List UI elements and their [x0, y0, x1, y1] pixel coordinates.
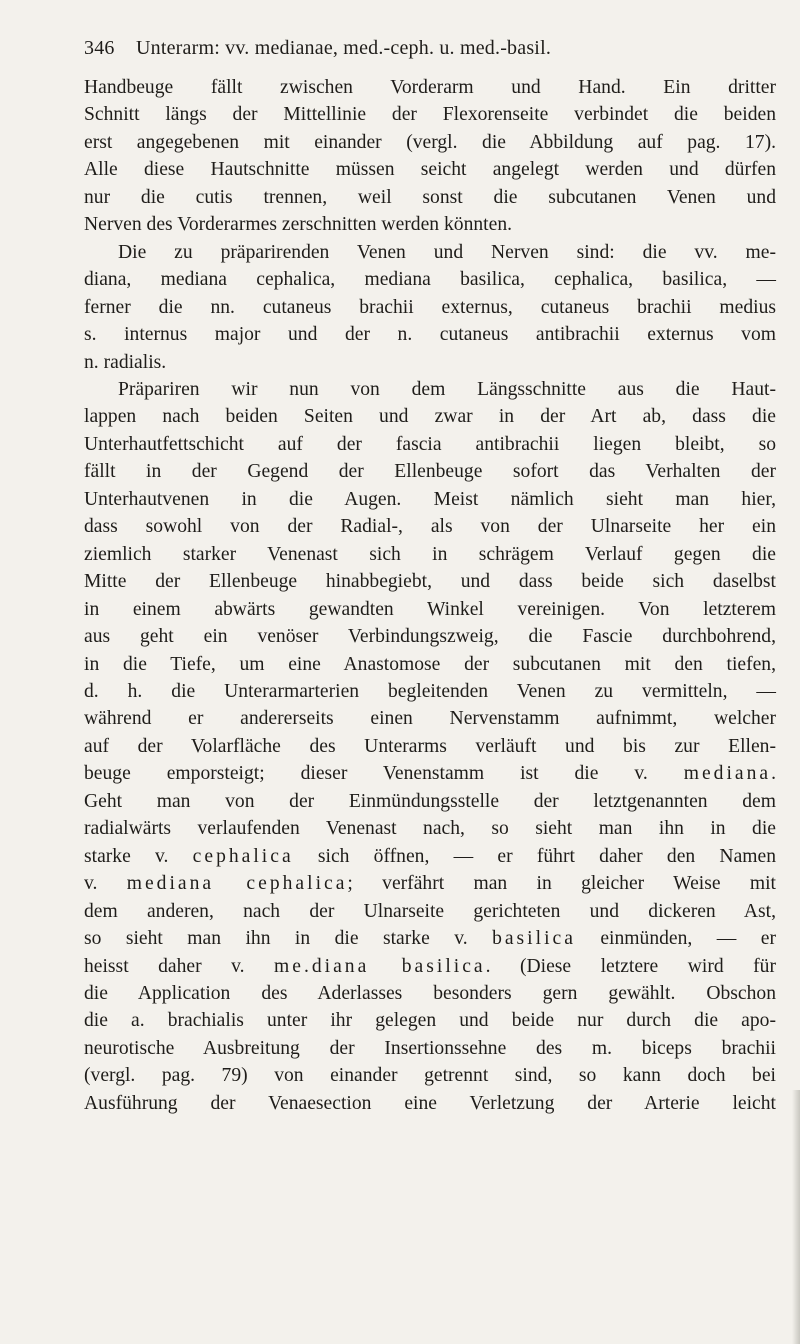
text-line: dass sowohl von der Radial-, als von der Ulnarseite her ein — [84, 516, 776, 538]
text-line: Nerven des Vorderarmes zerschnitten werden könnten. — [84, 214, 513, 236]
text-line — [84, 870, 776, 897]
text-run: so sieht man ihn in die starke v. — [84, 928, 493, 950]
text-line: radialwärts verlaufenden Venenast nach, so sieht man ihn in die — [84, 818, 776, 840]
text-line: n. radialis. — [84, 351, 167, 373]
text-run: ; verfährt man in gleicher Weise mit — [347, 873, 776, 895]
text-line: nur die cutis trennen, weil sonst die subcutanen Venen und — [84, 186, 776, 208]
vein-term-mediana-basilica: me.diana basilica — [274, 955, 486, 977]
vein-term-mediana-cephalica: mediana cephalica — [126, 873, 348, 895]
text-line: Schnitt längs der Mittellinie der Flexorenseite verbindet die beiden — [84, 104, 776, 126]
text-line: dem anderen, nach der Ulnarseite gerichteten und dickeren Ast, — [84, 900, 776, 922]
vein-term-basilica: basilica — [492, 928, 576, 950]
text-line — [84, 925, 776, 952]
text-line: Unterhautvenen in die Augen. Meist nämlich sieht man hier, — [84, 488, 776, 510]
text-line: auf der Volarfläche des Unterarms verläuft und bis zur Ellen- — [84, 735, 776, 757]
text-line: d. h. die Unterarmarterien begleitenden Venen zu vermitteln, — — [84, 680, 776, 702]
text-run: starke v. — [84, 845, 193, 867]
text-run: . — [771, 763, 776, 785]
vein-term-cephalica: cephalica — [192, 845, 294, 867]
text-line: ferner die nn. cutaneus brachii externus, cutaneus brachii medius — [84, 296, 776, 318]
text-line: aus geht ein venöser Verbindungszweig, die Fascie durchbohrend, — [84, 626, 776, 648]
text-line: die a. brachialis unter ihr gelegen und beide nur durch die apo- — [84, 1010, 776, 1032]
text-line: Präpariren wir nun von dem Längsschnitte aus die Haut- — [118, 378, 776, 400]
text-line: Handbeuge fällt zwischen Vorderarm und Hand. Ein dritter — [84, 77, 776, 98]
text-run: einmünden, — er — [575, 928, 776, 950]
running-title: Unterarm: vv. medianae, med.-ceph. u. med.-basil. — [136, 37, 552, 59]
text-line: Ausführung der Venaesection eine Verletzung der Arterie leicht — [84, 1092, 776, 1114]
text-line: neurotische Ausbreitung der Insertionssehne des m. biceps brachii — [84, 1037, 776, 1059]
text-line: die Application des Aderlasses besonders gern gewählt. Obschon — [84, 982, 776, 1004]
text-line: Mitte der Ellenbeuge hinabbegiebt, und dass beide sich daselbst — [84, 571, 776, 593]
page-edge-shadow — [792, 1090, 800, 1344]
text-line: (vergl. pag. 79) von einander getrennt sind, so kann doch bei — [84, 1065, 776, 1087]
text-line: fällt in der Gegend der Ellenbeuge sofort das Verhalten der — [84, 461, 776, 483]
text-line: Geht man von der Einmündungsstelle der letztgenannten dem — [84, 790, 776, 812]
text-line: während er andererseits einen Nervenstamm aufnimmt, welcher — [84, 708, 776, 730]
text-line: s. internus major und der n. cutaneus antibrachii externus vom — [84, 324, 776, 346]
page-number: 346 — [84, 37, 115, 59]
text-line: in die Tiefe, um eine Anastomose der subcutanen mit den tiefen, — [84, 653, 776, 675]
text-line — [84, 843, 776, 870]
text-line: Unterhautfettschicht auf der fascia antibrachii liegen bleibt, so — [84, 433, 776, 455]
text-line: diana, mediana cephalica, mediana basilica, cephalica, basilica, — — [84, 269, 776, 291]
running-head — [84, 36, 776, 60]
text-run: beuge emporsteigt; dieser Venenstamm ist die v. — [84, 763, 684, 785]
body-text — [84, 74, 776, 1117]
text-run: v. — [84, 873, 127, 895]
text-line — [84, 953, 776, 980]
text-run: . (Diese letztere wird für — [485, 955, 776, 977]
vein-term-mediana: mediana — [683, 763, 772, 785]
text-run: sich öffnen, — er führt daher den Namen — [293, 845, 776, 867]
text-run: heisst daher v. — [84, 955, 275, 977]
text-line: Alle diese Hautschnitte müssen seicht angelegt werden und dürfen — [84, 159, 776, 181]
text-line: in einem abwärts gewandten Winkel vereinigen. Von letzterem — [84, 598, 776, 620]
text-line — [84, 760, 776, 787]
text-line: erst angegebenen mit einander (vergl. die Abbildung auf pag. 17). — [84, 131, 776, 153]
text-line: lappen nach beiden Seiten und zwar in der Art ab, dass die — [84, 406, 776, 428]
text-line: ziemlich starker Venenast sich in schrägem Verlauf gegen die — [84, 543, 776, 565]
text-line: Die zu präparirenden Venen und Nerven sind: die vv. me- — [118, 241, 776, 263]
